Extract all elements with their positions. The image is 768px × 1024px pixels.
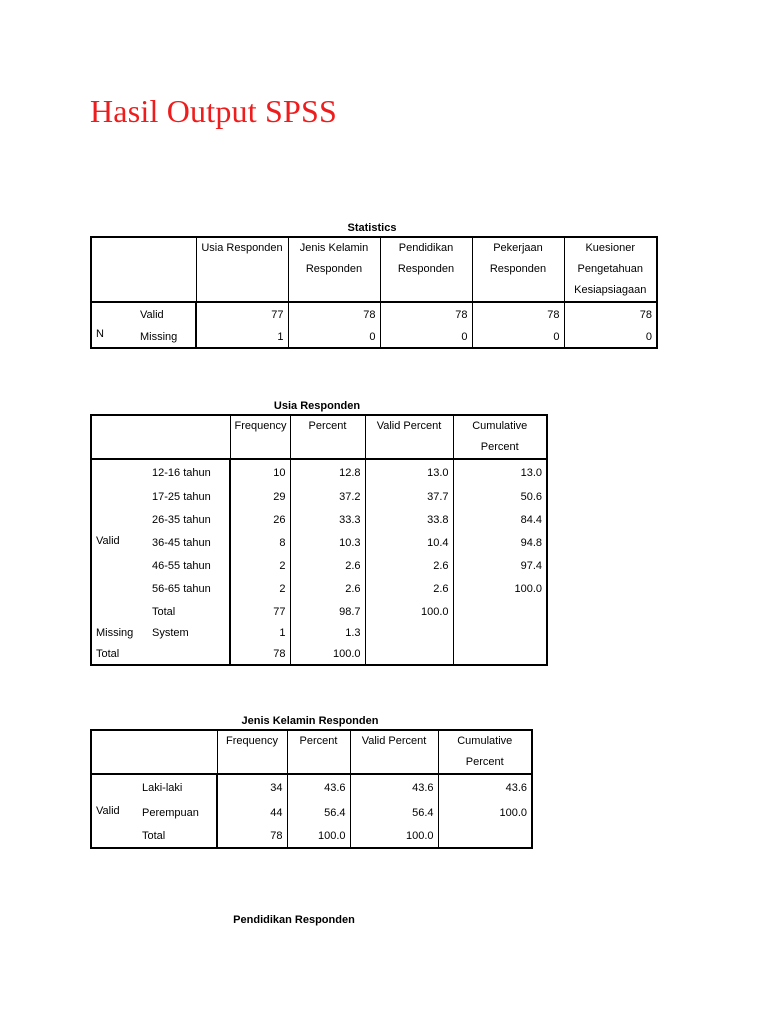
jk-row-valid-percent: 43.6 <box>350 774 438 802</box>
usia-header-valid-percent: Valid Percent <box>365 415 453 459</box>
jk-row-frequency: 34 <box>217 774 287 802</box>
stat-header-usia: Usia Responden <box>196 237 288 302</box>
usia-row-frequency: 10 <box>230 459 290 486</box>
jk-header-percent: Percent <box>287 730 350 774</box>
usia-row-valid-percent: 2.6 <box>365 578 453 601</box>
usia-row-cumulative: 13.0 <box>453 459 547 486</box>
usia-header-cumulative: Cumulative Percent <box>453 415 547 459</box>
jk-row-valid-percent: 56.4 <box>350 802 438 825</box>
stat-valid-value: 78 <box>564 302 657 327</box>
usia-row-valid-percent: 100.0 <box>365 601 453 623</box>
usia-row-frequency: 26 <box>230 509 290 532</box>
statistics-table <box>90 236 658 349</box>
usia-header-frequency: Frequency <box>230 415 290 459</box>
usia-row-cumulative: 84.4 <box>453 509 547 532</box>
usia-row-cumulative <box>453 601 547 623</box>
jk-header-valid-percent: Valid Percent <box>350 730 438 774</box>
stat-missing-value: 0 <box>380 327 472 348</box>
stat-valid-value: 78 <box>472 302 564 327</box>
usia-missing-sub: System <box>152 627 189 639</box>
usia-row-frequency: 29 <box>230 486 290 509</box>
usia-row-label: 36-45 tahun <box>152 537 211 549</box>
usia-total-frequency: 78 <box>230 644 290 665</box>
usia-total-label: Total <box>91 644 148 665</box>
usia-row-valid-percent: 2.6 <box>365 555 453 578</box>
jk-row-cumulative: 43.6 <box>438 774 532 802</box>
jk-row-label: Perempuan <box>142 807 199 819</box>
stat-valid-value: 78 <box>288 302 380 327</box>
jk-row-valid-percent: 100.0 <box>350 825 438 848</box>
stat-missing-value: 0 <box>564 327 657 348</box>
usia-row-frequency: 8 <box>230 532 290 555</box>
jenis-kelamin-caption: Jenis Kelamin Responden <box>241 715 379 727</box>
stat-valid-label: Valid <box>140 309 164 321</box>
usia-row-label: 56-65 tahun <box>152 583 211 595</box>
jk-row-percent: 56.4 <box>287 802 350 825</box>
stat-header-kuesioner: Kuesioner Pengetahuan Kesiapsiagaan <box>564 237 657 302</box>
pendidikan-caption: Pendidikan Responden <box>233 914 355 926</box>
jk-row-percent: 100.0 <box>287 825 350 848</box>
usia-row-frequency: 2 <box>230 578 290 601</box>
usia-row-valid-percent: 37.7 <box>365 486 453 509</box>
jk-row-cumulative: 100.0 <box>438 802 532 825</box>
usia-missing-label: Missing <box>91 623 148 644</box>
stat-valid-value: 78 <box>380 302 472 327</box>
usia-row-label: Total <box>152 606 176 618</box>
usia-row-label: 26-35 tahun <box>152 514 211 526</box>
usia-row-frequency: 77 <box>230 601 290 623</box>
jk-header-cumulative: Cumulative Percent <box>438 730 532 774</box>
usia-total-percent: 100.0 <box>290 644 365 665</box>
jk-row-cumulative <box>438 825 532 848</box>
usia-missing-percent: 1.3 <box>290 623 365 644</box>
usia-valid-label: Valid <box>91 459 148 623</box>
usia-row-label: 17-25 tahun <box>152 491 211 503</box>
usia-row-percent: 10.3 <box>290 532 365 555</box>
jk-row-frequency: 78 <box>217 825 287 848</box>
usia-row-label: 12-16 tahun <box>152 467 211 479</box>
stat-missing-value: 1 <box>196 327 288 348</box>
stat-header-jenis-kelamin: Jenis Kelamin Responden <box>288 237 380 302</box>
usia-table <box>90 414 548 666</box>
usia-row-cumulative: 97.4 <box>453 555 547 578</box>
stat-missing-value: 0 <box>472 327 564 348</box>
jk-valid-label: Valid <box>91 774 138 848</box>
stat-header-pekerjaan: Pekerjaan Responden <box>472 237 564 302</box>
jk-row-label: Total <box>138 825 217 848</box>
usia-row-percent: 2.6 <box>290 578 365 601</box>
stat-missing-value: 0 <box>288 327 380 348</box>
jk-row-percent: 43.6 <box>287 774 350 802</box>
usia-row-valid-percent: 13.0 <box>365 459 453 486</box>
stat-header-pendidikan: Pendidikan Responden <box>380 237 472 302</box>
usia-missing-frequency: 1 <box>230 623 290 644</box>
usia-row-cumulative: 100.0 <box>453 578 547 601</box>
usia-row-percent: 37.2 <box>290 486 365 509</box>
usia-row-frequency: 2 <box>230 555 290 578</box>
stat-n-label: N <box>91 302 138 348</box>
statistics-caption: Statistics <box>347 222 397 234</box>
stat-valid-value: 77 <box>196 302 288 327</box>
usia-row-percent: 98.7 <box>290 601 365 623</box>
usia-row-percent: 12.8 <box>290 459 365 486</box>
usia-row-label: 46-55 tahun <box>152 560 211 572</box>
jk-header-frequency: Frequency <box>217 730 287 774</box>
stat-missing-label: Missing <box>138 327 196 348</box>
jk-row-label: Laki-laki <box>142 782 183 794</box>
page-title: Hasil Output SPSS <box>90 93 338 129</box>
usia-row-valid-percent: 10.4 <box>365 532 453 555</box>
usia-row-percent: 2.6 <box>290 555 365 578</box>
jenis-kelamin-table <box>90 729 533 849</box>
usia-row-cumulative: 94.8 <box>453 532 547 555</box>
usia-row-valid-percent: 33.8 <box>365 509 453 532</box>
usia-caption: Usia Responden <box>273 400 361 412</box>
usia-row-percent: 33.3 <box>290 509 365 532</box>
usia-row-cumulative: 50.6 <box>453 486 547 509</box>
jk-row-frequency: 44 <box>217 802 287 825</box>
usia-header-percent: Percent <box>290 415 365 459</box>
